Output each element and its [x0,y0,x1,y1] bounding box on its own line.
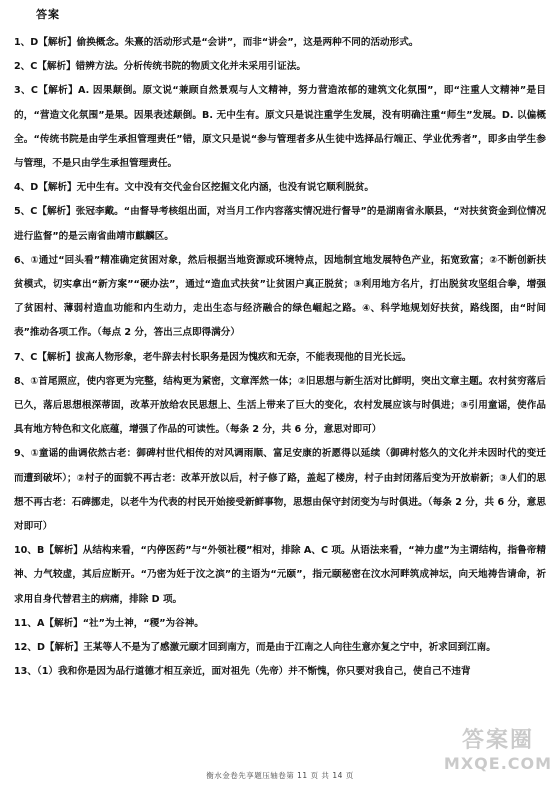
answer-item-3: 3、C【解析】A. 因果颠倒。原文说“兼顾自然景观与人文精神，努力营造浓郁的建筑文化氛围”，即“注重人文精神”是目的，“营造文化氛围”是果。因果表述颠倒。B. 无中生有。原文只是说注重学生发展，没有明确注重“师生”发展。D. 以偏概全。“传统书院是由学生承担管理责任”错，原文只是说“参与管理者多从生徒中选择品行端正、学业优秀者”，即多由学生参与管理，不是只由学生承担管理责任。 [14,85,546,170]
answer-item-11: 11、A【解析】“社”为土神，“稷”为谷神。 [14,617,204,629]
watermark-text: 答案圈 [461,728,534,753]
answer-list [14,31,546,684]
answer-item-4: 4、D【解析】无中生有。文中没有交代金台区挖掘文化内涵，也没有说它顺利脱贫。 [14,182,375,194]
answer-item-9: 9、①童谣的曲调依然古老：御碑村世代相传的对风调雨顺、富足安康的祈愿得以延续（御碑村悠久的文化并未因时代的变迁而遭到破坏）；②村子的面貌不再古老：改革开放以后，村子修了路，盖起了楼房，村子由封闭落后变为开放崭新；③人们的思想不再古老：石碑挪走，以老牛为代表的村民开始接受新鲜事物，思想由保守封闭变为与时俱进。（每条 2 分，共 6 分，意思对即可） [14,448,546,533]
watermark-logo [438,718,558,778]
watermark-url: MXQE.COM [443,754,553,773]
page-heading: 答案 [36,8,60,21]
answer-item-2: 2、C【解析】错辨方法。分析传统书院的物质文化并未采用引证法。 [14,61,306,73]
answer-item-5: 5、C【解析】张冠李戴。“由督导考核组出面，对当月工作内容落实情况进行督导”的是湖南省永顺县，“对扶贫资金到位情况进行监督”的是云南省曲靖市麒麟区。 [14,206,546,242]
answer-item-6: 6、①通过“回头看”精准确定贫困对象，然后根据当地资源或环境特点，因地制宜地发展特色产业，拓宽致富；②不断创新扶贫模式，切实拿出“新方案”“硬办法”，通过“造血式扶贫”让贫困户真正脱贫；③利用地方名片，打出脱贫攻坚组合拳，增强了贫困村、薄弱村造血功能和内生动力，走出生态与经济融合的绿色崛起之路。④、科学地规划好扶贫，路线图，由“时间表”推动各项工作。（每点 2 分，答出三点即得满分） [14,254,546,339]
answer-item-10: 10、B【解析】从结构来看，“内停医药”与“外领社稷”相对，排除 A、C 项。从语法来看，“神力虚”为主谓结构，指鲁帝精神、力气较虚，其后应断开。“乃密为妊于汶之滨”的主语为“元颐”，指元颐秘密在汶水河畔筑成神坛，向天地祷告请命，祈求用自身代替君主的病痛，排除 D 项。 [14,545,546,605]
page-footer: 衡水金卷先享题压轴卷第 11 页 共 14 页 [206,771,354,780]
answer-item-12: 12、D【解析】王某等人不是为了感激元颐才回到南方，而是由于江南之人向往生意亦复之宁中，祈求回到江南。 [14,642,496,654]
answer-item-1: 1、D【解析】偷换概念。朱熹的活动形式是“会讲”，而非“讲会”，这是两种不同的活动形式。 [14,37,419,48]
answer-item-8: 8、①首尾照应，使内容更为完整，结构更为紧密，文章浑然一体；②旧思想与新生活对比鲜明，突出文章主题。农村贫穷落后已久，落后思想根深蒂固，改革开放给农民思想上、生活上带来了巨大的变化，农村发展应该与时俱进；③引用童谣，使作品具有地方特色和文化底蕴，增强了作品的可读性。（每条 2 分，共 6 分，意思对即可） [14,375,546,436]
answer-item-7: 7、C【解析】拔高人物形象，老牛辞去村长职务是因为愧疚和无奈，不能表现他的目光长远。 [14,351,412,363]
answer-item-13: 13、（1）我和你是因为品行道德才相互亲近，面对祖先（先帝）并不惭愧，你只要对我自己，使自己不违背 [14,666,471,678]
